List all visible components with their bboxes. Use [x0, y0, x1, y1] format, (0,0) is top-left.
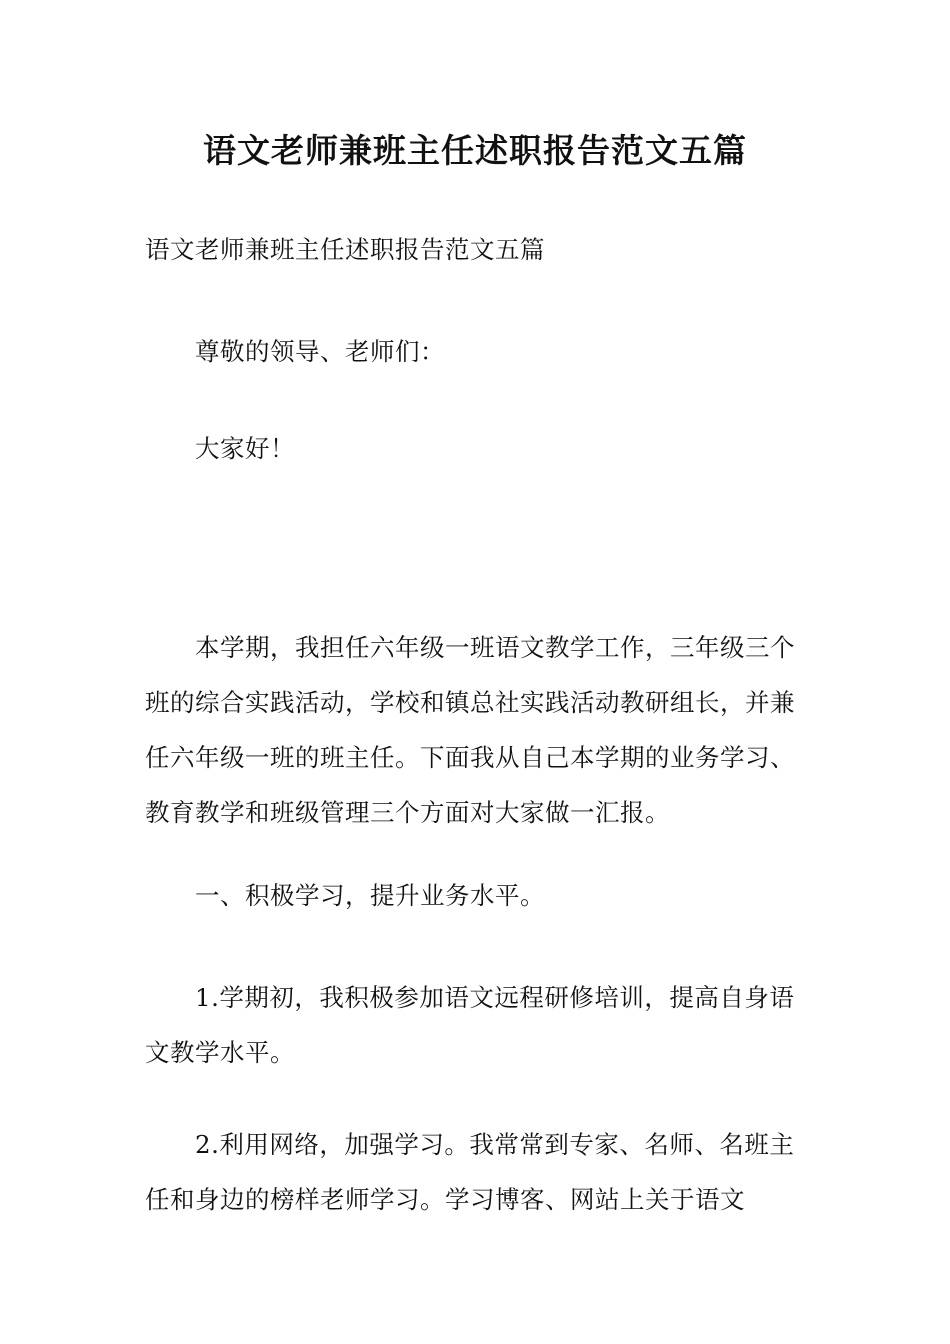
- greeting-paragraph: 大家好！: [195, 434, 295, 463]
- subtitle-paragraph: 语文老师兼班主任述职报告范文五篇: [145, 235, 545, 264]
- salutation-paragraph: 尊敬的领导、老师们：: [195, 337, 445, 366]
- list-item-2: 2.利用网络，加强学习。我常常到专家、名师、名班主任和身边的榜样老师学习。学习博客、网站上关于语文: [145, 1130, 795, 1214]
- list-item-1: 1.学期初，我积极参加语文远程研修培训，提高自身语文教学水平。: [145, 983, 795, 1067]
- section-heading-1: 一、积极学习，提升业务水平。: [195, 881, 545, 910]
- intro-paragraph: 本学期，我担任六年级一班语文教学工作，三年级三个班的综合实践活动，学校和镇总社实践活动教研组长，并兼任六年级一班的班主任。下面我从自己本学期的业务学习、教育教学和班级管理三个方面对大家做一汇报。: [145, 633, 795, 827]
- document-title: 语文老师兼班主任述职报告范文五篇: [203, 131, 747, 170]
